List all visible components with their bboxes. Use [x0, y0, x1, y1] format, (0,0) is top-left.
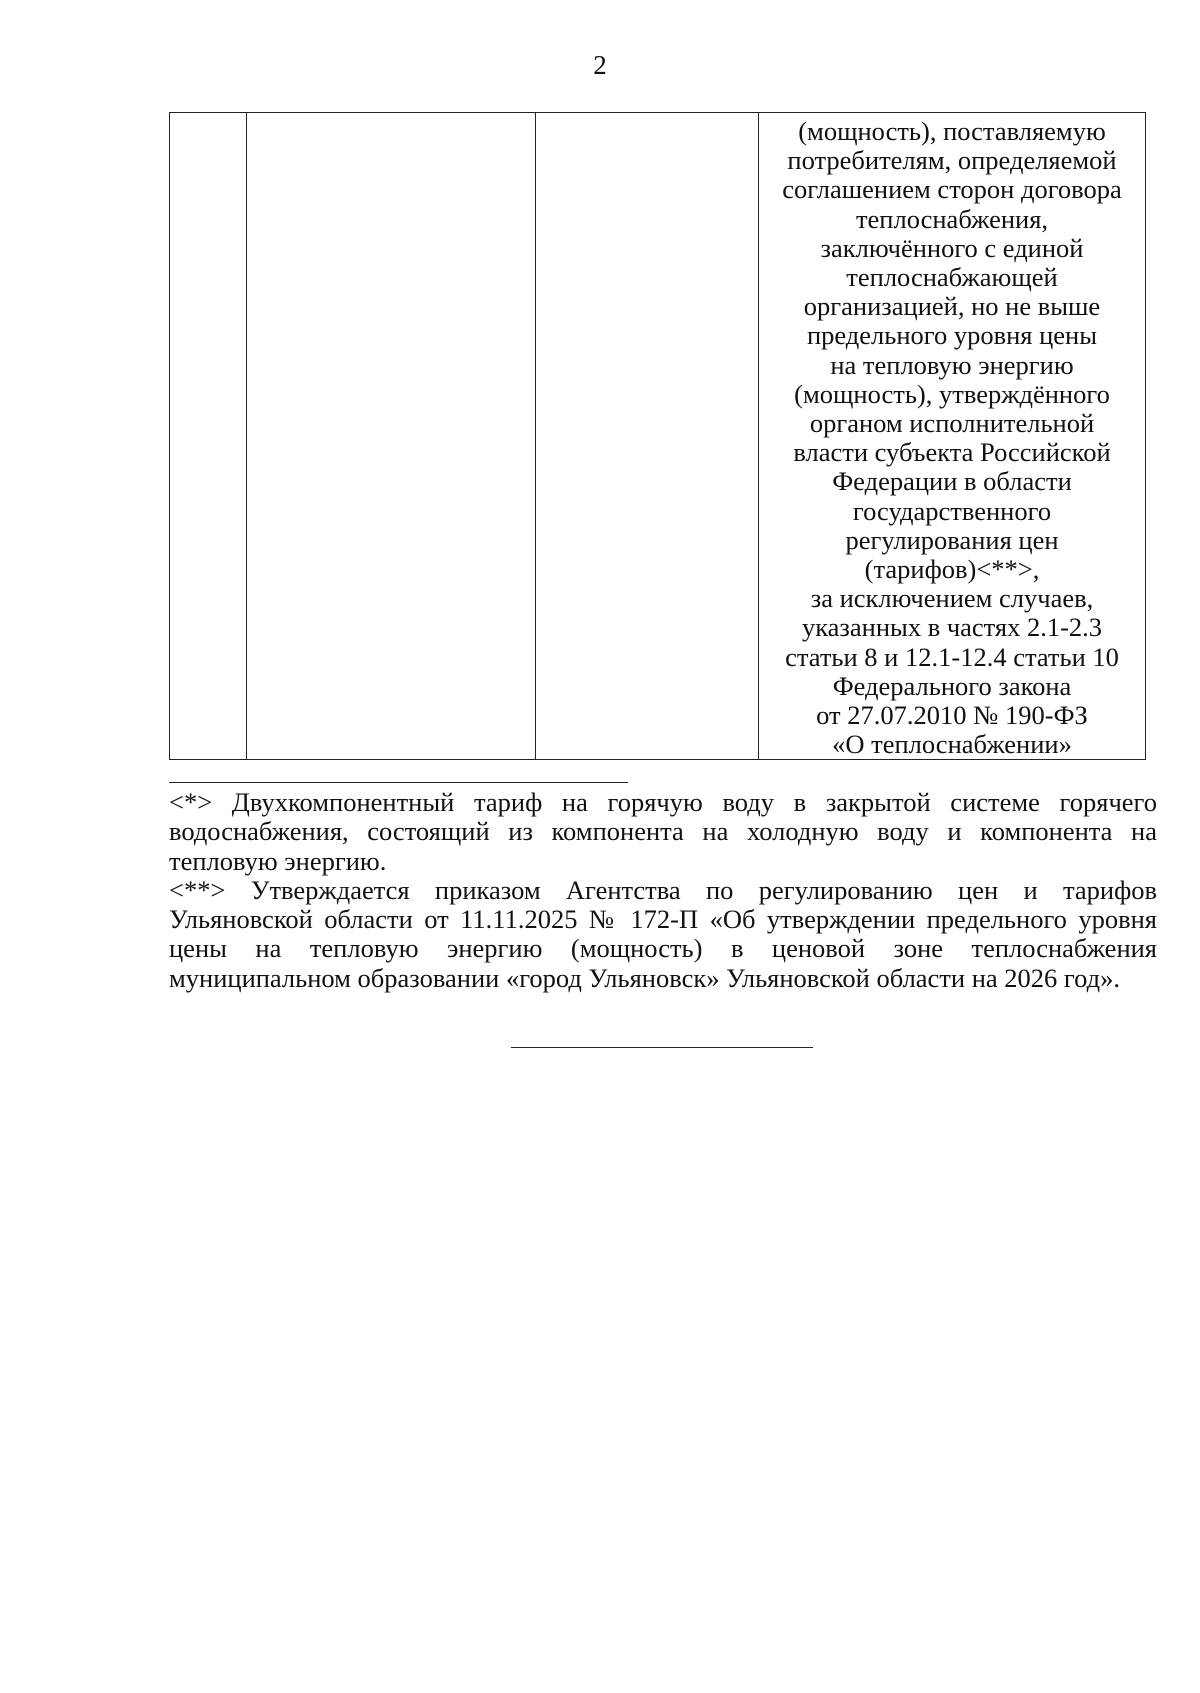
table-cell-number [170, 113, 247, 760]
text-line: организацией, но не выше [803, 291, 1101, 322]
tariff-table [169, 112, 1146, 760]
text-line: (тарифов)<**>, [864, 554, 1040, 585]
end-of-document-rule [511, 1047, 813, 1048]
footnote-1: <*> Двухкомпонентный тариф на горячую воду в закрытой системе горячего водоснабжения, состоящий из компонента на холодную воду и компонента на тепловую энергию. [169, 787, 1157, 876]
text-line: от 27.07.2010 № 190-ФЗ [816, 700, 1088, 731]
text-line: власти субъекта Российской [793, 437, 1111, 468]
text-line: «О теплоснабжении» [832, 729, 1072, 760]
footnotes [169, 788, 1157, 993]
footnote-2: <**> Утверждается приказом Агентства по регулированию цен и тарифов Ульяновской области от 11.11.2025 № 172-П «Об утверждении предельного уровня цены на тепловую энергию (мощность) в ценовой зоне теплоснабжения муниципальном образовании «город Ульяновск» Ульяновской области на 2026 год». [169, 874, 1157, 993]
page-number: 2 [593, 50, 607, 80]
text-line: (мощность), поставляемую [798, 116, 1106, 146]
table-cell-organization [247, 113, 536, 760]
text-line: Федерального закона [832, 670, 1072, 701]
text-line: Федерации в области [832, 466, 1072, 497]
text-line: указанных в частях 2.1-2.3 [801, 612, 1103, 643]
table-row [170, 113, 1146, 760]
text-line: органом исполнительной [809, 408, 1095, 439]
text-line: государственного [852, 495, 1052, 526]
tariff-description-text [759, 117, 1145, 759]
text-line: потребителям, определяемой [787, 145, 1117, 176]
table-cell-tariff-description [759, 113, 1146, 760]
text-line: регулирования цен [845, 524, 1059, 555]
text-line: (мощность), утверждённого [794, 378, 1110, 409]
text-line: заключённого с единой [820, 232, 1084, 263]
text-line: теплоснабжения, [855, 203, 1049, 234]
text-line: теплоснабжающей [846, 262, 1058, 293]
text-line: предельного уровня цены [806, 320, 1098, 351]
text-line: за исключением случаев, [810, 583, 1094, 614]
footnote-separator [169, 782, 628, 783]
table-cell-tariff-type [536, 113, 759, 760]
text-line: соглашением сторон договора [782, 174, 1122, 205]
text-line: на тепловую энергию [830, 349, 1074, 380]
text-line: статьи 8 и 12.1-12.4 статьи 10 [785, 641, 1119, 672]
